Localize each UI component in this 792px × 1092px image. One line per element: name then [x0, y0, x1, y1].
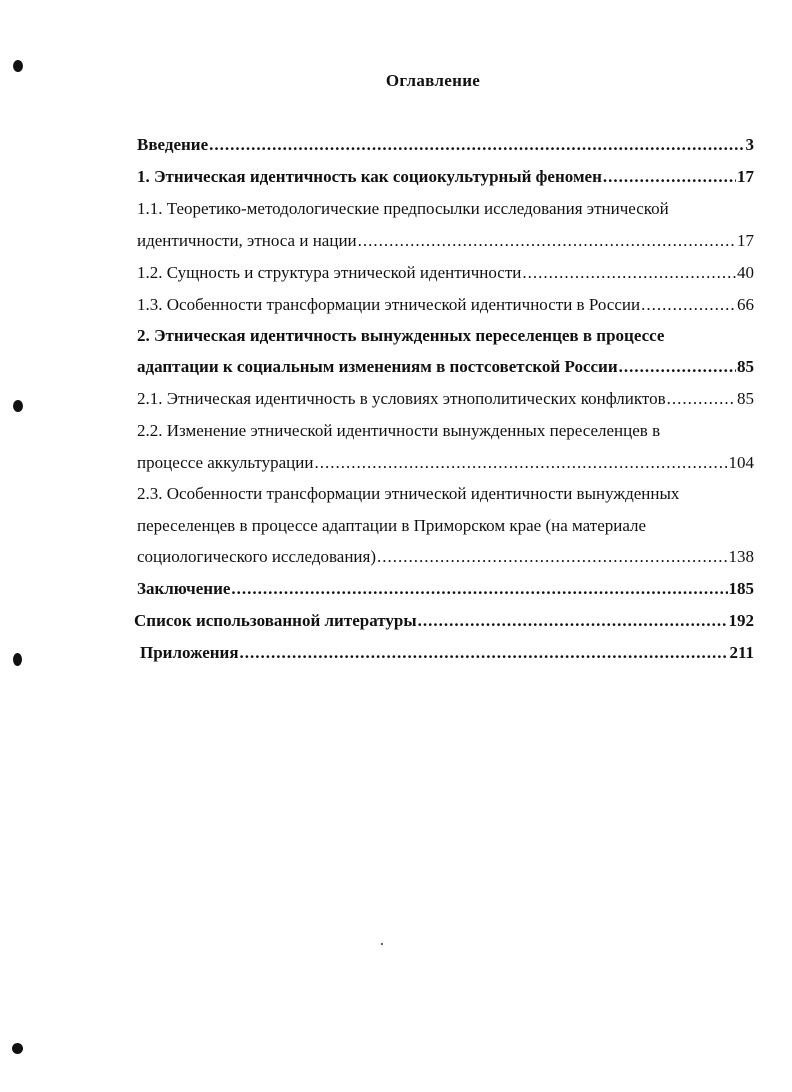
toc-entry-1-1-line-2[interactable] — [137, 229, 754, 253]
toc-entry-text: Заключение — [137, 579, 231, 598]
toc-page-number: 192 — [728, 611, 754, 630]
toc-entry-text: 2.1. Этническая идентичность в условиях этнополитических конфликтов — [137, 389, 666, 408]
page-title: Оглавление — [385, 71, 481, 90]
dot-leader — [641, 293, 736, 317]
toc-entry-text: 1. Этническая идентичность как социокультурный феномен — [137, 167, 602, 186]
toc-entry-1-3[interactable] — [137, 293, 754, 317]
scan-speck — [13, 400, 23, 412]
toc-entry-introduction[interactable] — [137, 133, 754, 157]
dot-leader — [377, 545, 728, 569]
toc-page-number: 185 — [728, 579, 754, 598]
toc-entry-text: процессе аккультурации — [137, 453, 314, 472]
toc-entry-text: Приложения — [140, 643, 239, 662]
dot-leader — [240, 641, 729, 665]
dot-leader — [231, 577, 727, 601]
toc-entry-text: 1.2. Сущность и структура этнической идентичности — [137, 263, 522, 282]
toc-page-number: 17 — [737, 167, 754, 186]
toc-page-number: 85 — [737, 389, 754, 408]
dot-leader — [522, 261, 736, 285]
toc-entry-2-2-line-1[interactable]: 2.2. Изменение этнической идентичности вынужденных переселенцев в — [137, 421, 661, 440]
toc-entry-2-2-line-2[interactable] — [137, 451, 754, 475]
toc-page-number: 40 — [737, 263, 754, 282]
toc-entry-chapter-2-line-1[interactable]: 2. Этническая идентичность вынужденных переселенцев в процессе — [137, 326, 665, 345]
dot-leader — [667, 387, 736, 411]
toc-entry-text: адаптации к социальным изменениям в постсоветской России — [137, 357, 618, 376]
toc-entry-2-1[interactable] — [137, 387, 754, 411]
scan-speck — [13, 60, 23, 72]
toc-entry-text: социологического исследования) — [137, 547, 376, 566]
dot-leader — [209, 133, 744, 157]
toc-entry-chapter-1[interactable] — [137, 165, 754, 189]
toc-page-number: 85 — [737, 357, 754, 376]
toc-entry-1-1-line-1[interactable]: 1.1. Теоретико-методологические предпосылки исследования этнической — [137, 199, 669, 218]
toc-entry-2-3-line-3[interactable] — [137, 545, 754, 569]
dot-leader — [358, 229, 736, 253]
toc-page-number: 3 — [745, 135, 754, 154]
dot-leader — [603, 165, 736, 189]
toc-entry-text: Введение — [137, 135, 209, 154]
dot-leader — [418, 609, 728, 633]
toc-page-number: 211 — [729, 643, 754, 662]
toc-page-number: 17 — [737, 231, 754, 250]
scan-dot — [381, 943, 383, 945]
scan-speck — [12, 1043, 23, 1054]
dot-leader — [619, 355, 736, 379]
scan-speck — [13, 653, 22, 666]
toc-entry-bibliography[interactable] — [134, 609, 754, 633]
toc-page-number: 138 — [728, 547, 754, 566]
dot-leader — [314, 451, 727, 475]
toc-entry-conclusion[interactable] — [137, 577, 754, 601]
toc-page-number: 66 — [737, 295, 754, 314]
toc-entry-appendices[interactable] — [140, 641, 754, 665]
toc-entry-text: Список использованной литературы — [134, 611, 417, 630]
toc-entry-2-3-line-2[interactable]: переселенцев в процессе адаптации в Приморском крае (на материале — [137, 516, 647, 535]
toc-entry-chapter-2-line-2[interactable] — [137, 355, 754, 379]
toc-entry-1-2[interactable] — [137, 261, 754, 285]
toc-entry-2-3-line-1[interactable]: 2.3. Особенности трансформации этнической идентичности вынужденных — [137, 484, 680, 503]
toc-entry-text: идентичности, этноса и нации — [137, 231, 357, 250]
toc-page-number: 104 — [728, 453, 754, 472]
toc-entry-text: 1.3. Особенности трансформации этнической идентичности в России — [137, 295, 641, 314]
